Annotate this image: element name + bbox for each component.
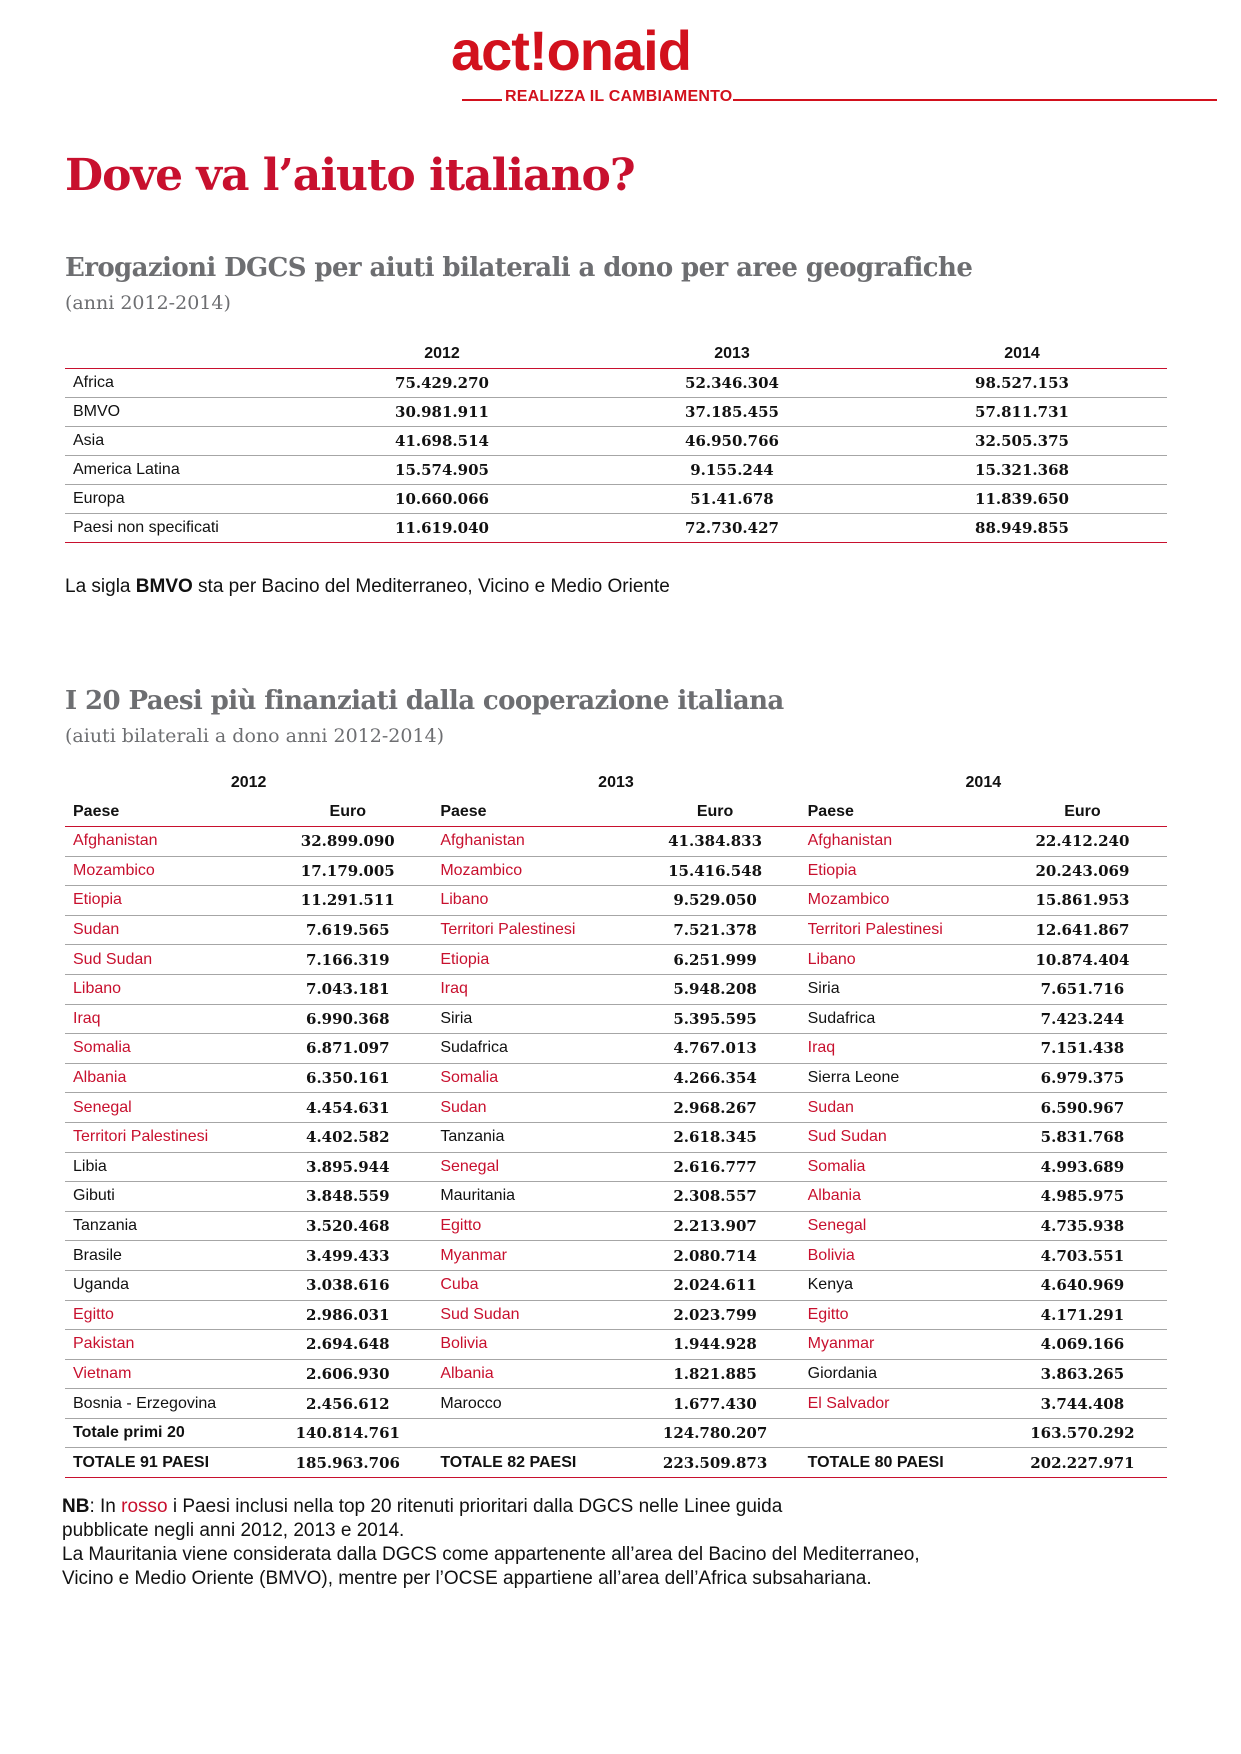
area-row [65, 485, 1167, 514]
country-name: Pakistan [65, 1330, 263, 1360]
top20-row [65, 1004, 1167, 1034]
totale-primi-value: 140.814.761 [263, 1418, 432, 1448]
area-row [65, 456, 1167, 485]
area-value: 41.698.514 [297, 427, 587, 456]
country-name: Uganda [65, 1270, 263, 1300]
country-name: Sud Sudan [65, 945, 263, 975]
area-value: 32.505.375 [877, 427, 1167, 456]
top20-row [65, 1300, 1167, 1330]
country-name: Iraq [800, 1034, 998, 1064]
country-euro: 1.677.430 [631, 1389, 800, 1419]
top20-row [65, 1063, 1167, 1093]
top20-row [65, 886, 1167, 916]
country-euro: 4.402.582 [263, 1122, 432, 1152]
country-euro: 2.213.907 [631, 1211, 800, 1241]
area-row [65, 398, 1167, 427]
country-name: Myanmar [432, 1241, 630, 1271]
country-name: Mozambico [432, 856, 630, 886]
country-name: Libia [65, 1152, 263, 1182]
country-name: Somalia [65, 1034, 263, 1064]
top20-row [65, 1034, 1167, 1064]
country-euro: 2.456.612 [263, 1389, 432, 1419]
country-name: Kenya [800, 1270, 998, 1300]
country-euro: 7.166.319 [263, 945, 432, 975]
totale-paesi-row [65, 1448, 1167, 1478]
areas-header-year: 2012 [297, 340, 587, 369]
empty-cell [432, 1418, 630, 1448]
country-euro: 11.291.511 [263, 886, 432, 916]
country-name: Sudan [65, 915, 263, 945]
areas-header-year: 2014 [877, 340, 1167, 369]
country-name: Libano [65, 974, 263, 1004]
country-name: Sud Sudan [432, 1300, 630, 1330]
country-euro: 2.080.714 [631, 1241, 800, 1271]
area-value: 15.321.368 [877, 456, 1167, 485]
country-name: Mozambico [65, 856, 263, 886]
totale-paesi-value: 223.509.873 [631, 1448, 800, 1478]
country-euro: 4.454.631 [263, 1093, 432, 1123]
country-euro: 10.874.404 [998, 945, 1167, 975]
country-name: Afghanistan [800, 827, 998, 857]
country-euro: 6.590.967 [998, 1093, 1167, 1123]
country-name: Afghanistan [65, 827, 263, 857]
area-value: 75.429.270 [297, 369, 587, 398]
country-euro: 6.871.097 [263, 1034, 432, 1064]
area-value: 51.41.678 [587, 485, 877, 514]
country-name: Sudan [800, 1093, 998, 1123]
area-name: BMVO [65, 398, 297, 427]
areas-header-year: 2013 [587, 340, 877, 369]
area-name: Paesi non specificati [65, 514, 297, 543]
bmvo-note-suffix: sta per Bacino del Mediterraneo, Vicino e Medio Oriente [192, 576, 670, 597]
country-name: Territori Palestinesi [432, 915, 630, 945]
country-name: Sud Sudan [800, 1122, 998, 1152]
country-name: Etiopia [65, 886, 263, 916]
country-euro: 3.038.616 [263, 1270, 432, 1300]
area-value: 98.527.153 [877, 369, 1167, 398]
country-euro: 1.821.885 [631, 1359, 800, 1389]
country-name: Libano [432, 886, 630, 916]
country-euro: 2.694.648 [263, 1330, 432, 1360]
country-euro: 2.308.557 [631, 1182, 800, 1212]
area-value: 10.660.066 [297, 485, 587, 514]
country-euro: 4.266.354 [631, 1063, 800, 1093]
totale-paesi-value: 202.227.971 [998, 1448, 1167, 1478]
footnote-line-1 [62, 1495, 1062, 1519]
area-name: Europa [65, 485, 297, 514]
country-euro: 15.416.548 [631, 856, 800, 886]
country-euro: 6.251.999 [631, 945, 800, 975]
country-name: Marocco [432, 1389, 630, 1419]
top20-row [65, 1152, 1167, 1182]
country-name: Iraq [432, 974, 630, 1004]
top20-year-header: 2012 [230, 774, 267, 791]
footnote-line-4: Vicino e Medio Oriente (BMVO), mentre per l’OCSE appartiene all’area dell’Africa subsahariana. [62, 1568, 872, 1589]
country-name: Mozambico [800, 886, 998, 916]
areas-header-blank [65, 340, 297, 369]
footnote-line-3: La Mauritania viene considerata dalla DGCS come appartenente all’area del Bacino del Mediterraneo, [62, 1544, 920, 1565]
country-name: Cuba [432, 1270, 630, 1300]
country-name: Gibuti [65, 1182, 263, 1212]
country-name: Tanzania [432, 1122, 630, 1152]
bmvo-note [65, 576, 670, 598]
country-euro: 7.619.565 [263, 915, 432, 945]
country-euro: 7.151.438 [998, 1034, 1167, 1064]
totale-primi-label: Totale primi 20 [65, 1418, 263, 1448]
country-name: Libano [800, 945, 998, 975]
area-row [65, 514, 1167, 543]
country-euro: 5.948.208 [631, 974, 800, 1004]
top20-table [65, 768, 1167, 1478]
tagline-rule-left [462, 99, 502, 101]
area-value: 11.839.650 [877, 485, 1167, 514]
section2-title: I 20 Paesi più finanziati dalla cooperazione italiana [65, 686, 784, 716]
country-name: Egitto [65, 1300, 263, 1330]
country-euro: 7.521.378 [631, 915, 800, 945]
country-euro: 4.993.689 [998, 1152, 1167, 1182]
country-euro: 3.744.408 [998, 1389, 1167, 1419]
top20-year-header: 2013 [598, 774, 634, 791]
area-name: America Latina [65, 456, 297, 485]
totale-primi-row [65, 1418, 1167, 1448]
country-name: Etiopia [800, 856, 998, 886]
country-euro: 7.043.181 [263, 974, 432, 1004]
country-name: Etiopia [432, 945, 630, 975]
country-name: Giordania [800, 1359, 998, 1389]
area-value: 72.730.427 [587, 514, 877, 543]
area-value: 57.811.731 [877, 398, 1167, 427]
section2-subtitle: (aiuti bilaterali a dono anni 2012-2014) [65, 725, 445, 747]
area-value: 88.949.855 [877, 514, 1167, 543]
col-euro: Euro [263, 798, 432, 827]
bmvo-note-prefix: La sigla [65, 576, 136, 597]
country-euro: 4.640.969 [998, 1270, 1167, 1300]
top20-row [65, 1359, 1167, 1389]
country-euro: 22.412.240 [998, 827, 1167, 857]
top20-row [65, 1182, 1167, 1212]
tagline: REALIZZA IL CAMBIAMENTO [505, 88, 733, 105]
area-value: 15.574.905 [297, 456, 587, 485]
country-name: Vietnam [65, 1359, 263, 1389]
country-name: Brasile [65, 1241, 263, 1271]
areas-table [65, 340, 1167, 543]
country-euro: 6.990.368 [263, 1004, 432, 1034]
col-paese: Paese [432, 798, 630, 827]
country-euro: 6.979.375 [998, 1063, 1167, 1093]
country-name: Bosnia - Erzegovina [65, 1389, 263, 1419]
country-euro: 17.179.005 [263, 856, 432, 886]
top20-row [65, 1211, 1167, 1241]
area-row [65, 369, 1167, 398]
actionaid-logo: act!onaid [451, 19, 691, 82]
totale-paesi-value: 185.963.706 [263, 1448, 432, 1478]
country-euro: 4.985.975 [998, 1182, 1167, 1212]
totale-paesi-label: TOTALE 82 PAESI [432, 1448, 630, 1478]
country-euro: 4.069.166 [998, 1330, 1167, 1360]
country-name: Afghanistan [432, 827, 630, 857]
country-euro: 3.895.944 [263, 1152, 432, 1182]
country-name: Albania [432, 1359, 630, 1389]
country-name: Bolivia [432, 1330, 630, 1360]
country-name: Territori Palestinesi [800, 915, 998, 945]
footnote-line-2: pubblicate negli anni 2012, 2013 e 2014. [62, 1520, 405, 1541]
top20-row [65, 915, 1167, 945]
country-name: El Salvador [800, 1389, 998, 1419]
top20-row [65, 1389, 1167, 1419]
country-euro: 2.606.930 [263, 1359, 432, 1389]
country-euro: 7.651.716 [998, 974, 1167, 1004]
country-euro: 4.703.551 [998, 1241, 1167, 1271]
country-name: Albania [65, 1063, 263, 1093]
country-euro: 6.350.161 [263, 1063, 432, 1093]
country-name: Siria [432, 1004, 630, 1034]
top20-row [65, 1330, 1167, 1360]
top20-row [65, 856, 1167, 886]
country-euro: 2.024.611 [631, 1270, 800, 1300]
country-euro: 2.616.777 [631, 1152, 800, 1182]
country-euro: 41.384.833 [631, 827, 800, 857]
country-name: Siria [800, 974, 998, 1004]
areas-table-header [65, 340, 1167, 369]
country-name: Sierra Leone [800, 1063, 998, 1093]
country-name: Senegal [800, 1211, 998, 1241]
country-name: Somalia [432, 1063, 630, 1093]
empty-cell [800, 1418, 998, 1448]
country-name: Territori Palestinesi [65, 1122, 263, 1152]
totale-paesi-label: TOTALE 91 PAESI [65, 1448, 263, 1478]
country-name: Senegal [432, 1152, 630, 1182]
col-euro: Euro [998, 798, 1167, 827]
top20-year-row [65, 768, 1167, 798]
area-value: 30.981.911 [297, 398, 587, 427]
footnote [62, 1495, 1062, 1591]
country-euro: 3.520.468 [263, 1211, 432, 1241]
top20-row [65, 945, 1167, 975]
col-paese: Paese [800, 798, 998, 827]
country-euro: 4.171.291 [998, 1300, 1167, 1330]
top20-row [65, 1093, 1167, 1123]
country-euro: 2.968.267 [631, 1093, 800, 1123]
area-value: 37.185.455 [587, 398, 877, 427]
top20-row [65, 827, 1167, 857]
country-euro: 15.861.953 [998, 886, 1167, 916]
country-name: Egitto [800, 1300, 998, 1330]
country-name: Bolivia [800, 1241, 998, 1271]
top20-row [65, 974, 1167, 1004]
country-euro: 20.243.069 [998, 856, 1167, 886]
area-row [65, 427, 1167, 456]
area-name: Africa [65, 369, 297, 398]
area-name: Asia [65, 427, 297, 456]
col-paese: Paese [65, 798, 263, 827]
page-title: Dove va l’aiuto italiano? [65, 150, 635, 201]
country-name: Albania [800, 1182, 998, 1212]
area-value: 11.619.040 [297, 514, 587, 543]
top20-column-row [65, 798, 1167, 827]
totale-primi-value: 124.780.207 [631, 1418, 800, 1448]
top20-row [65, 1270, 1167, 1300]
country-name: Egitto [432, 1211, 630, 1241]
totale-primi-value: 163.570.292 [998, 1418, 1167, 1448]
country-euro: 4.767.013 [631, 1034, 800, 1064]
country-name: Tanzania [65, 1211, 263, 1241]
country-name: Myanmar [800, 1330, 998, 1360]
country-name: Mauritania [432, 1182, 630, 1212]
section1-title: Erogazioni DGCS per aiuti bilaterali a dono per aree geografiche [65, 253, 973, 283]
section1-subtitle: (anni 2012-2014) [65, 292, 231, 314]
country-euro: 2.618.345 [631, 1122, 800, 1152]
area-value: 52.346.304 [587, 369, 877, 398]
nb-label: NB [62, 1496, 90, 1517]
col-euro: Euro [631, 798, 800, 827]
footnote-text: : In [89, 1496, 122, 1517]
country-name: Sudafrica [432, 1034, 630, 1064]
top20-row [65, 1122, 1167, 1152]
country-name: Senegal [65, 1093, 263, 1123]
country-euro: 9.529.050 [631, 886, 800, 916]
bmvo-note-bold: BMVO [135, 576, 193, 597]
country-euro: 2.023.799 [631, 1300, 800, 1330]
country-name: Iraq [65, 1004, 263, 1034]
country-euro: 7.423.244 [998, 1004, 1167, 1034]
country-euro: 3.499.433 [263, 1241, 432, 1271]
area-value: 46.950.766 [587, 427, 877, 456]
country-euro: 5.395.595 [631, 1004, 800, 1034]
country-euro: 1.944.928 [631, 1330, 800, 1360]
rosso-word: rosso [121, 1496, 168, 1517]
country-euro: 3.863.265 [998, 1359, 1167, 1389]
country-euro: 3.848.559 [263, 1182, 432, 1212]
tagline-rule-right [733, 99, 1217, 101]
country-name: Somalia [800, 1152, 998, 1182]
country-euro: 32.899.090 [263, 827, 432, 857]
country-euro: 2.986.031 [263, 1300, 432, 1330]
country-name: Sudafrica [800, 1004, 998, 1034]
top20-row [65, 1241, 1167, 1271]
country-euro: 4.735.938 [998, 1211, 1167, 1241]
area-value: 9.155.244 [587, 456, 877, 485]
footnote-text: i Paesi inclusi nella top 20 ritenuti prioritari dalla DGCS nelle Linee guida [167, 1496, 783, 1517]
top20-year-header: 2014 [965, 774, 1002, 791]
country-name: Sudan [432, 1093, 630, 1123]
totale-paesi-label: TOTALE 80 PAESI [800, 1448, 998, 1478]
country-euro: 5.831.768 [998, 1122, 1167, 1152]
country-euro: 12.641.867 [998, 915, 1167, 945]
